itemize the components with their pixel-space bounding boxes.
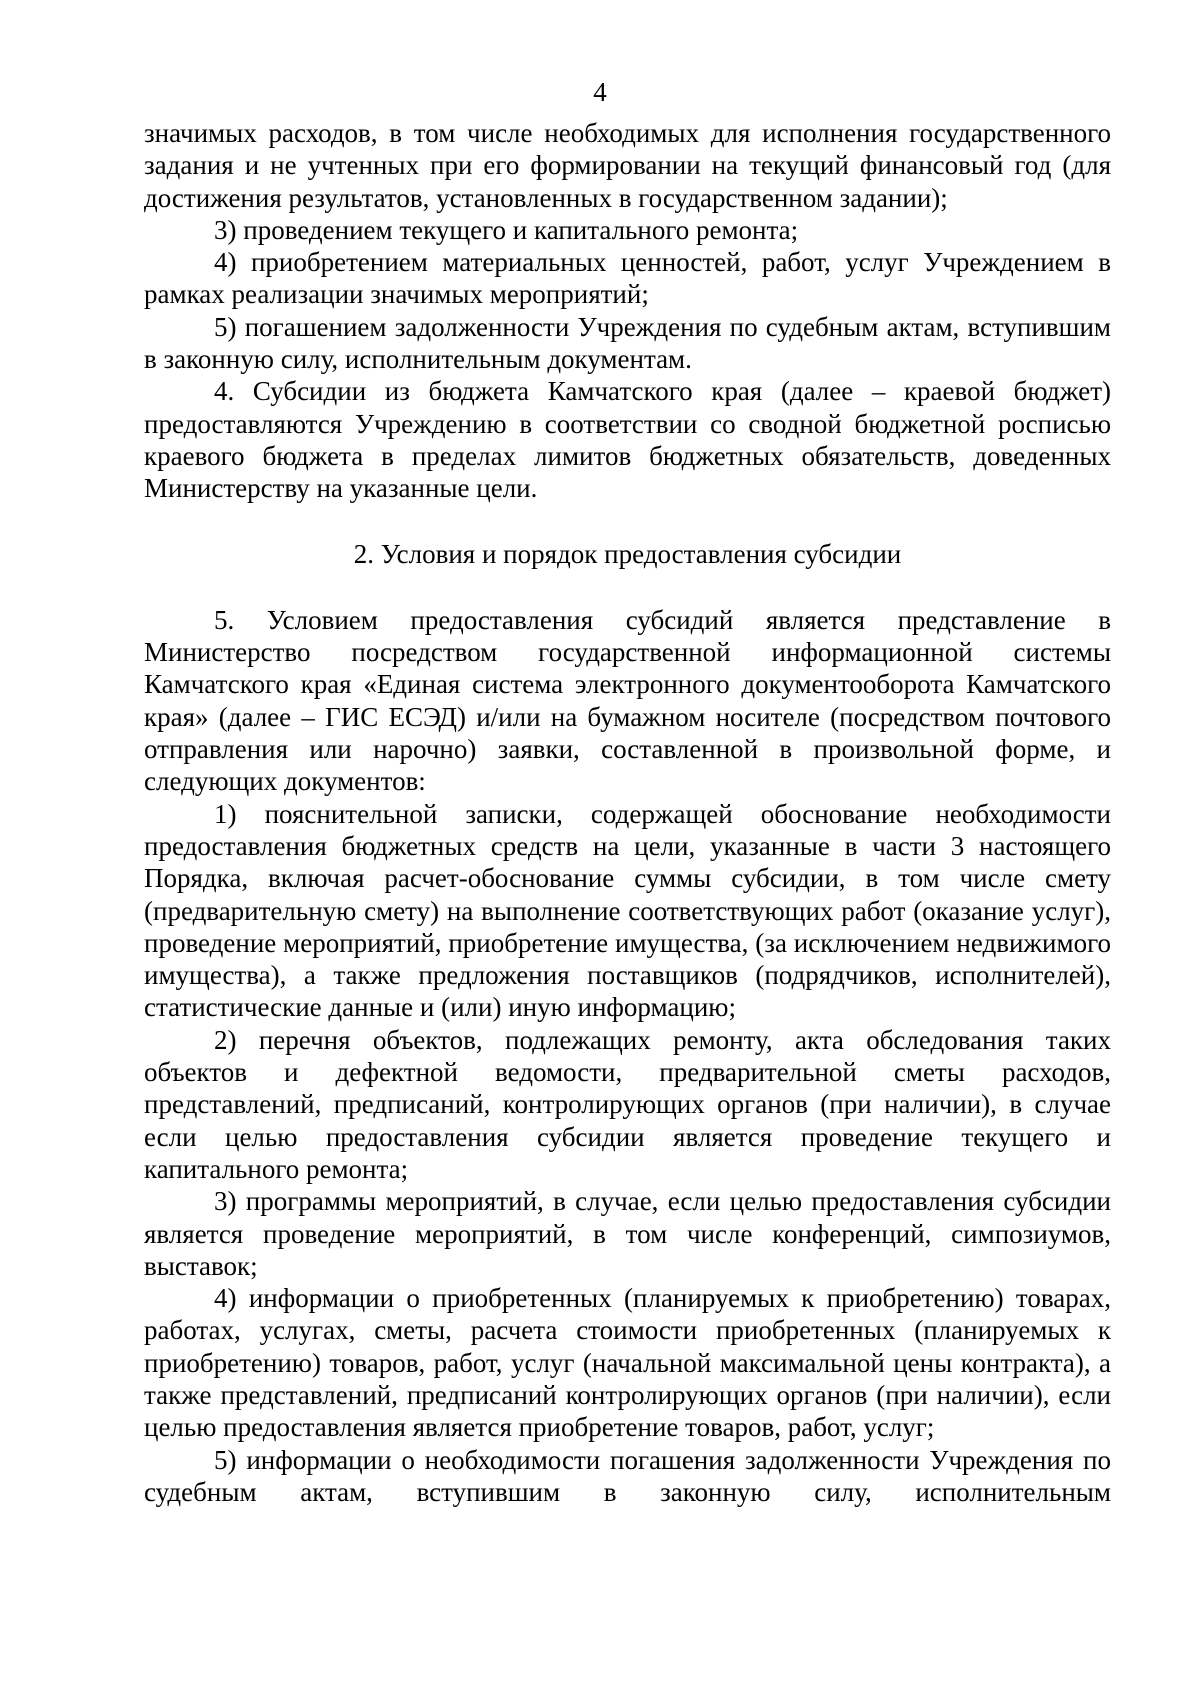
document-body <box>144 117 1111 1508</box>
paragraph-continuation: значимых расходов, в том числе необходимых для исполнения государственного задания и не учтенных при его формировании на текущий финансовый год (для достижения результатов, установленных в государственном задании); <box>144 118 1111 213</box>
paragraph-5-conditions: 5. Условием предоставления субсидий является представление в Министерство посредством государственной информационной системы Камчатского края «Единая система электронного документооборота Камчатского края» (далее – ГИС ЕСЭД) и/или на бумажном носителе (посредством почтового отправления или нарочно) заявки, составленной в произвольной форме, и следующих документов: <box>144 604 1111 797</box>
list-item-3-repair: 3) проведением текущего и капитального ремонта; <box>214 214 799 245</box>
list-item-3-events-program: 3) программы мероприятий, в случае, если целью предоставления субсидии является проведение мероприятий, в том числе конференций, симпозиумов, выставок; <box>144 1186 1111 1281</box>
list-item-2-objects-list: 2) перечня объектов, подлежащих ремонту, акта обследования таких объектов и дефектной ведомости, предварительной сметы расходов, представлений, предписаний, контролирующих органов (при наличии), в случае если целью предоставления субсидии является проведение текущего и капитального ремонта; <box>144 1024 1111 1184</box>
list-item-5-debt: 5) погашением задолженности Учреждения по судебным актам, вступившим в законную силу, исполнительным документам. <box>144 311 1111 375</box>
list-item-4-purchases-info: 4) информации о приобретенных (планируемых к приобретению) товарах, работах, услугах, сметы, расчета стоимости приобретенных (планируемых к приобретению) товаров, работ, услуг (начальной максимальной цены контракта), а также представлений, предписаний контролирующих органов (при наличии), если целью предоставления является приобретение товаров, работ, услуг; <box>144 1283 1111 1443</box>
page-number: 4 <box>593 77 607 107</box>
paragraph-4-subsidies: 4. Субсидии из бюджета Камчатского края (далее – краевой бюджет) предоставляются Учреждению в соответствии со сводной бюджетной росписью краевого бюджета в пределах лимитов бюджетных обязательств, доведенных Министерству на указанные цели. <box>144 376 1111 504</box>
list-item-1-explanatory-note: 1) пояснительной записки, содержащей обоснование необходимости предоставления бюджетных средств на цели, указанные в части 3 настоящего Порядка, включая расчет-обоснование суммы субсидии, в том числе смету (предварительную смету) на выполнение соответствующих работ (оказание услуг), проведение мероприятий, приобретение имущества, (за исключением недвижимого имущества), а также предложения поставщиков (подрядчиков, исполнителей), статистические данные и (или) иную информацию; <box>144 798 1111 1023</box>
list-item-4-acquisition: 4) приобретением материальных ценностей, работ, услуг Учреждением в рамках реализации значимых мероприятий; <box>144 247 1111 310</box>
section-heading: 2. Условия и порядок предоставления субсидии <box>353 538 902 569</box>
list-item-5-debt-info: 5) информации о необходимости погашения задолженности Учреждения по судебным актам, вступившим в законную силу, исполнительным <box>144 1444 1111 1507</box>
